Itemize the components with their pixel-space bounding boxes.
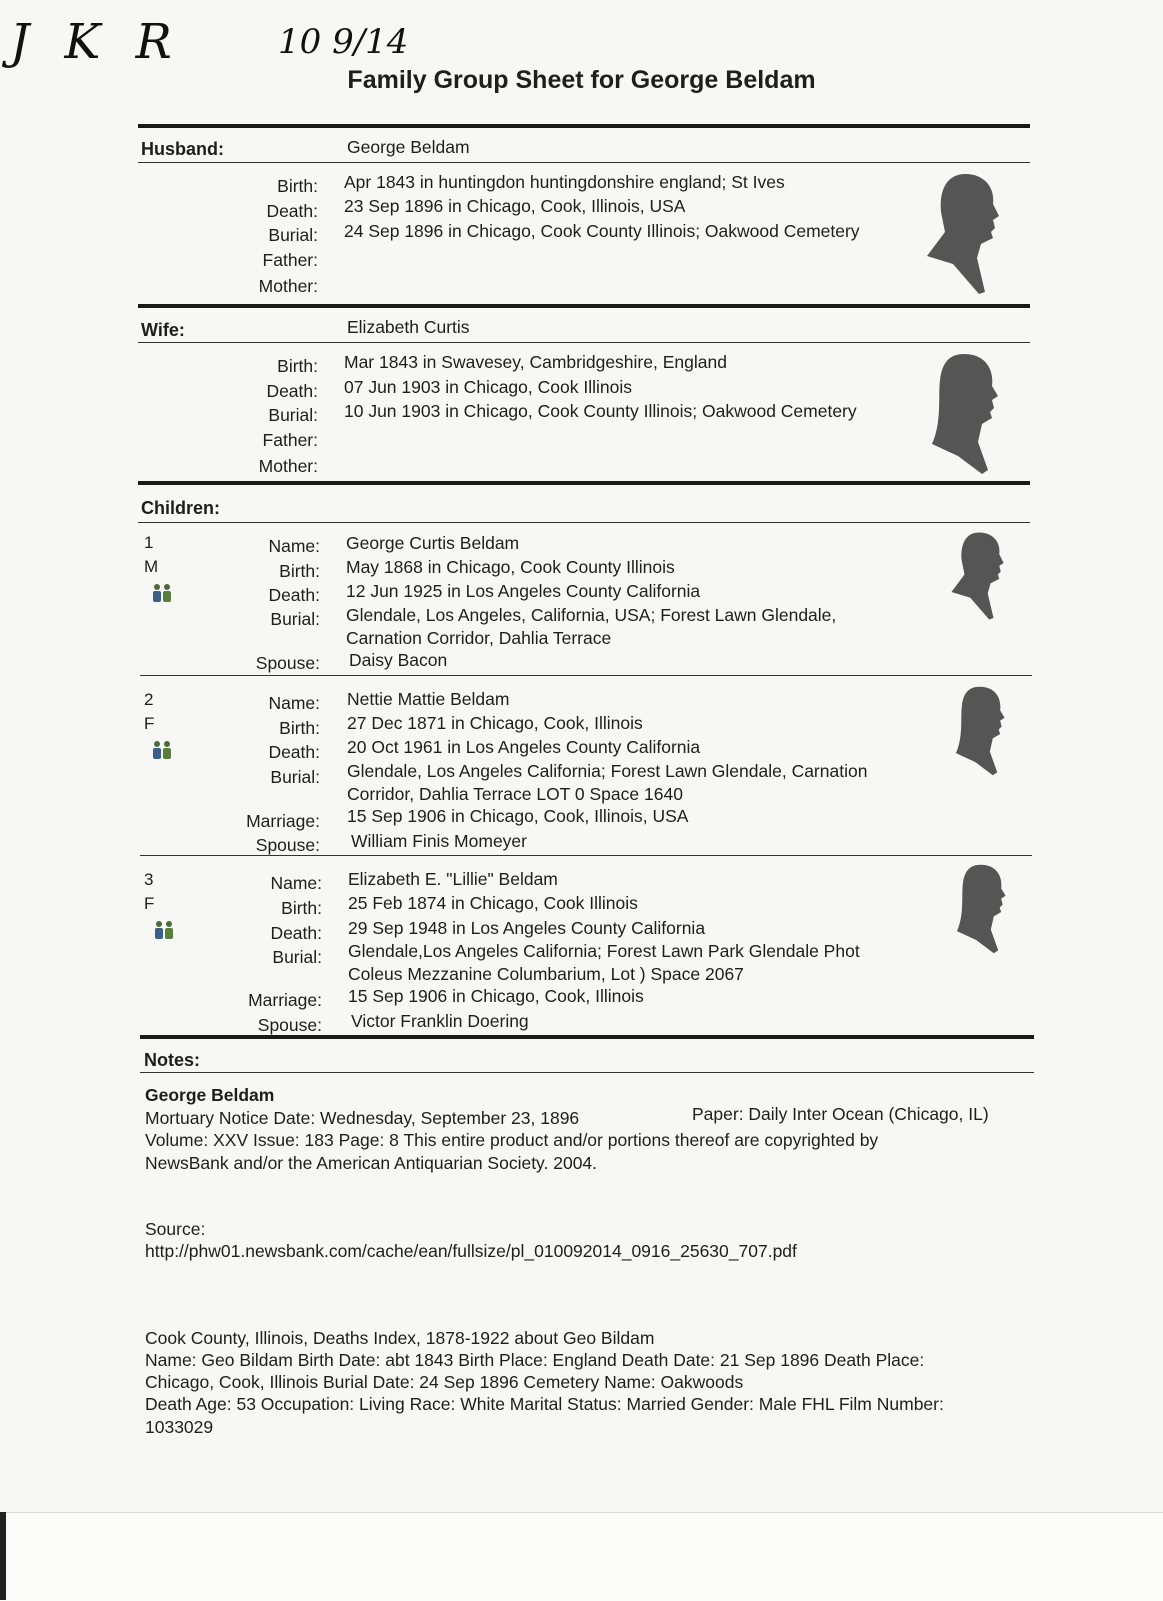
child-3-marriage: 15 Sep 1906 in Chicago, Cook, Illinois bbox=[348, 986, 644, 1006]
child-2-name: Nettie Mattie Beldam bbox=[347, 689, 510, 709]
husband-birth: Apr 1843 in huntingdon huntingdonshire england; St Ives bbox=[344, 172, 785, 192]
child-2-spouse-label: Spouse: bbox=[255, 835, 320, 855]
notes-mortuary-date: Mortuary Notice Date: Wednesday, September 23, 1896 bbox=[145, 1108, 580, 1128]
child-3-spouse: Victor Franklin Doering bbox=[351, 1011, 529, 1031]
husband-label: Husband: bbox=[141, 139, 224, 159]
child-1-number: 1 bbox=[144, 533, 154, 552]
female-silhouette-icon bbox=[953, 685, 1009, 777]
husband-birth-label: Birth: bbox=[277, 176, 318, 196]
child-1-name: George Curtis Beldam bbox=[346, 533, 520, 553]
female-silhouette-icon bbox=[928, 352, 1004, 476]
husband-death: 23 Sep 1896 in Chicago, Cook, Illinois, USA bbox=[344, 196, 686, 216]
child-3-spouse-label: Spouse: bbox=[257, 1015, 322, 1035]
child-2-rule bbox=[140, 855, 1032, 856]
children-label: Children: bbox=[141, 498, 220, 518]
wife-death-label: Death: bbox=[266, 381, 318, 401]
child-1-sex: M bbox=[144, 557, 159, 576]
child-2-death-label: Death: bbox=[268, 742, 320, 762]
child-1-birth-label: Birth: bbox=[279, 561, 320, 581]
notes-source-label: Source: bbox=[145, 1219, 206, 1239]
child-3-number: 3 bbox=[144, 870, 154, 889]
wife-name-rule bbox=[138, 342, 1030, 343]
notes-label: Notes: bbox=[144, 1050, 201, 1070]
wife-name: Elizabeth Curtis bbox=[347, 317, 470, 337]
child-1-burial-line1: Glendale, Los Angeles, California, USA; Forest Lawn Glendale, bbox=[346, 605, 837, 625]
child-1-burial-label: Burial: bbox=[270, 609, 320, 629]
notes-index-line4: Death Age: 53 Occupation: Living Race: White Marital Status: Married Gender: Male FHL Film Number: bbox=[145, 1394, 944, 1414]
wife-death: 07 Jun 1903 in Chicago, Cook Illinois bbox=[344, 377, 632, 397]
page-title: Family Group Sheet for George Beldam bbox=[347, 66, 816, 94]
husband-name: George Beldam bbox=[347, 137, 470, 157]
child-2-birth: 27 Dec 1871 in Chicago, Cook, Illinois bbox=[347, 713, 643, 733]
child-3-burial-line2: Coleus Mezzanine Columbarium, Lot ) Space 2067 bbox=[348, 964, 744, 984]
husband-burial-label: Burial: bbox=[268, 225, 318, 245]
male-silhouette-icon bbox=[950, 530, 1008, 622]
handwritten-initials: J K R bbox=[10, 14, 182, 70]
child-3-sex: F bbox=[144, 894, 155, 913]
female-silhouette-icon bbox=[954, 862, 1010, 956]
notes-header-rule bbox=[140, 1072, 1034, 1073]
notes-index-title: Cook County, Illinois, Deaths Index, 1878-1922 about Geo Bildam bbox=[145, 1328, 655, 1348]
child-2-spouse: William Finis Momeyer bbox=[351, 831, 527, 851]
child-1-name-label: Name: bbox=[268, 536, 320, 556]
child-1-burial-line2: Carnation Corridor, Dahlia Terrace bbox=[346, 628, 612, 648]
child-3-name: Elizabeth E. "Lillie" Beldam bbox=[348, 869, 558, 889]
child-2-burial-line2: Corridor, Dahlia Terrace LOT 0 Space 1640 bbox=[347, 784, 683, 804]
child-3-burial-label: Burial: bbox=[272, 947, 322, 967]
child-3-burial-line1: Glendale,Los Angeles California; Forest Lawn Park Glendale Phot bbox=[348, 941, 860, 961]
child-1-death-label: Death: bbox=[268, 585, 320, 605]
child-3-name-label: Name: bbox=[270, 873, 322, 893]
wife-top-rule bbox=[138, 304, 1030, 308]
child-1-death: 12 Jun 1925 in Los Angeles County California bbox=[346, 581, 701, 601]
husband-mother-label: Mother: bbox=[258, 276, 318, 296]
child-2-marriage-label: Marriage: bbox=[246, 811, 320, 831]
children-top-rule bbox=[138, 481, 1030, 485]
notes-paper: Paper: Daily Inter Ocean (Chicago, IL) bbox=[692, 1104, 989, 1124]
handwritten-date: 10 9/14 bbox=[278, 22, 409, 62]
child-2-number: 2 bbox=[144, 690, 154, 709]
wife-burial: 10 Jun 1903 in Chicago, Cook County Illinois; Oakwood Cemetery bbox=[344, 401, 857, 421]
child-2-marriage: 15 Sep 1906 in Chicago, Cook, Illinois, USA bbox=[347, 806, 689, 826]
notes-index-line5: 1033029 bbox=[145, 1417, 214, 1437]
children-header-rule bbox=[138, 522, 1030, 523]
husband-top-rule bbox=[138, 124, 1030, 128]
husband-death-label: Death: bbox=[266, 201, 318, 221]
wife-burial-label: Burial: bbox=[268, 405, 318, 425]
child-2-name-label: Name: bbox=[268, 693, 320, 713]
husband-name-rule bbox=[138, 162, 1030, 163]
child-2-sex: F bbox=[144, 714, 155, 733]
child-2-birth-label: Birth: bbox=[279, 718, 320, 738]
child-3-marriage-label: Marriage: bbox=[248, 990, 322, 1010]
child-1-birth: May 1868 in Chicago, Cook County Illinois bbox=[346, 557, 675, 577]
child-3-birth: 25 Feb 1874 in Chicago, Cook Illinois bbox=[348, 893, 638, 913]
notes-source-url: http://phw01.newsbank.com/cache/ean/fullsize/pl_010092014_0916_25630_707.pdf bbox=[145, 1241, 797, 1261]
male-silhouette-icon bbox=[925, 172, 1005, 296]
wife-birth: Mar 1843 in Swavesey, Cambridgeshire, England bbox=[344, 352, 727, 372]
notes-copyright: NewsBank and/or the American Antiquarian Society. 2004. bbox=[145, 1153, 598, 1173]
child-3-death-label: Death: bbox=[270, 923, 322, 943]
notes-index-line3: Chicago, Cook, Illinois Burial Date: 24 Sep 1896 Cemetery Name: Oakwoods bbox=[145, 1372, 744, 1392]
child-3-birth-label: Birth: bbox=[281, 898, 322, 918]
child-2-death: 20 Oct 1961 in Los Angeles County California bbox=[347, 737, 701, 757]
husband-father-label: Father: bbox=[262, 250, 318, 270]
notes-heading: George Beldam bbox=[145, 1085, 275, 1105]
wife-mother-label: Mother: bbox=[258, 456, 318, 476]
child-3-death: 29 Sep 1948 in Los Angeles County California bbox=[348, 918, 706, 938]
wife-father-label: Father: bbox=[262, 430, 318, 450]
scan-edge bbox=[0, 1512, 6, 1600]
notes-volume: Volume: XXV Issue: 183 Page: 8 This entire product and/or portions thereof are copyrighted by bbox=[145, 1130, 879, 1150]
wife-birth-label: Birth: bbox=[277, 356, 318, 376]
scanner-bed-strip bbox=[0, 1512, 1163, 1601]
child-1-spouse: Daisy Bacon bbox=[349, 650, 448, 670]
child-1-spouse-label: Spouse: bbox=[255, 653, 320, 673]
wife-label: Wife: bbox=[141, 320, 185, 340]
notes-top-rule bbox=[140, 1035, 1034, 1039]
notes-index-line2: Name: Geo Bildam Birth Date: abt 1843 Birth Place: England Death Date: 21 Sep 1896 Death Place: bbox=[145, 1350, 925, 1370]
husband-burial: 24 Sep 1896 in Chicago, Cook County Illinois; Oakwood Cemetery bbox=[344, 221, 860, 241]
child-1-rule bbox=[140, 675, 1032, 676]
child-2-burial-line1: Glendale, Los Angeles California; Forest Lawn Glendale, Carnation bbox=[347, 761, 868, 781]
child-2-burial-label: Burial: bbox=[270, 767, 320, 787]
